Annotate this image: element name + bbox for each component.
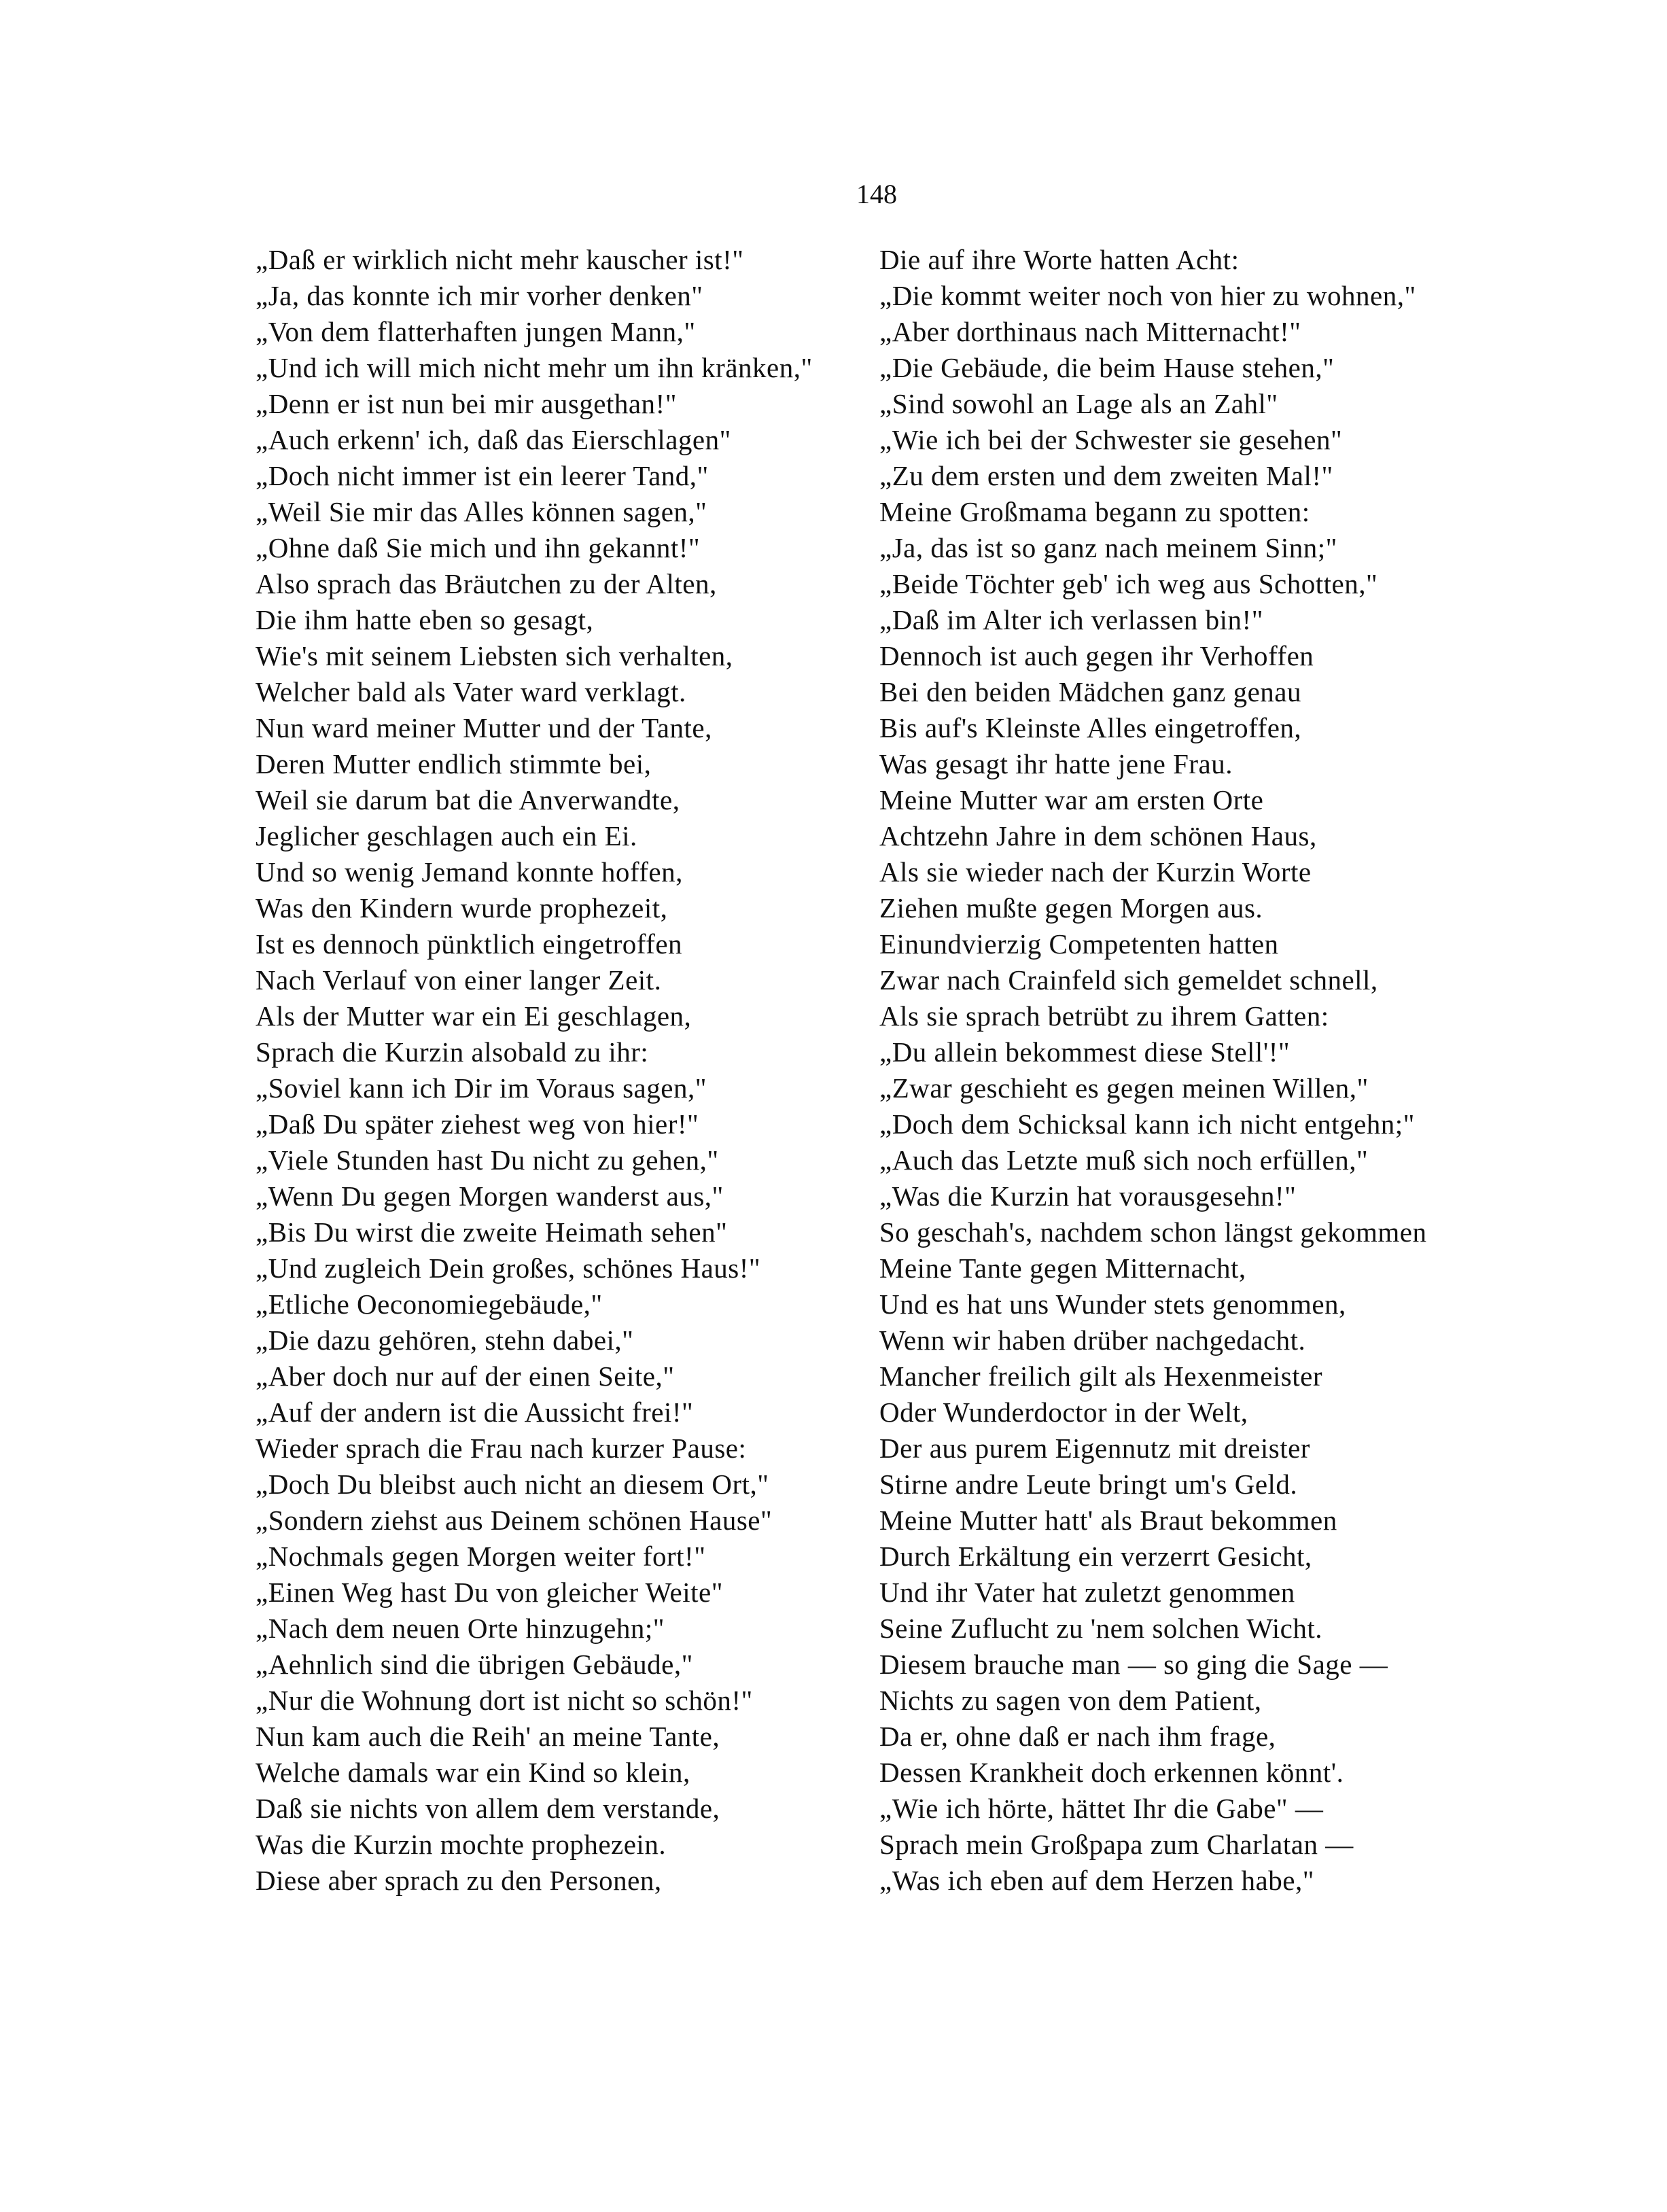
verse-line: Mancher freilich gilt als Hexenmeister <box>879 1360 1322 1392</box>
verse-line: „Aehnlich sind die übrigen Gebäude," <box>256 1649 693 1680</box>
verse-line: Und ihr Vater hat zuletzt genommen <box>879 1577 1295 1608</box>
verse-line: „Bis Du wirst die zweite Heimath sehen" <box>256 1216 728 1248</box>
verse-line: „Nur die Wohnung dort ist nicht so schön!" <box>256 1685 753 1716</box>
left-column <box>256 242 854 1899</box>
verse-line: „Weil Sie mir das Alles können sagen," <box>256 496 707 527</box>
verse-line: So geschah's, nachdem schon längst gekommen <box>879 1216 1427 1248</box>
verse-line: „Die dazu gehören, stehn dabei," <box>256 1324 634 1356</box>
verse-line: „Wie ich hörte, hättet Ihr die Gabe" — <box>879 1793 1324 1824</box>
verse-line: Meine Mutter war am ersten Orte <box>879 784 1264 815</box>
verse-line: Als der Mutter war ein Ei geschlagen, <box>256 1000 692 1032</box>
verse-line: Welche damals war ein Kind so klein, <box>256 1757 690 1788</box>
verse-line: Jeglicher geschlagen auch ein Ei. <box>256 820 637 852</box>
verse-line: Nichts zu sagen von dem Patient, <box>879 1685 1262 1716</box>
verse-line: Und so wenig Jemand konnte hoffen, <box>256 856 683 888</box>
verse-line: Der aus purem Eigennutz mit dreister <box>879 1433 1310 1464</box>
verse-line: Sprach mein Großpapa zum Charlatan — <box>879 1829 1354 1860</box>
verse-line: „Du allein bekommest diese Stell'!" <box>879 1036 1291 1068</box>
verse-line: Als sie sprach betrübt zu ihrem Gatten: <box>879 1000 1329 1032</box>
verse-line: „Doch dem Schicksal kann ich nicht entgehn;" <box>879 1108 1415 1140</box>
verse-line: Und es hat uns Wunder stets genommen, <box>879 1288 1346 1320</box>
verse-line: „Was ich eben auf dem Herzen habe," <box>879 1865 1314 1896</box>
verse-line: „Und ich will mich nicht mehr um ihn kränken," <box>256 352 813 383</box>
verse-line: Meine Großmama begann zu spotten: <box>879 496 1310 527</box>
verse-line: „Von dem flatterhaften jungen Mann," <box>256 316 696 347</box>
verse-line: Bei den beiden Mädchen ganz genau <box>879 676 1302 707</box>
verse-line: „Wie ich bei der Schwester sie gesehen" <box>879 424 1343 455</box>
verse-line: „Viele Stunden hast Du nicht zu gehen," <box>256 1144 719 1176</box>
verse-line: „Doch Du bleibst auch nicht an diesem Ort," <box>256 1469 769 1500</box>
verse-line: Achtzehn Jahre in dem schönen Haus, <box>879 820 1317 852</box>
verse-line: „Auch erkenn' ich, daß das Eierschlagen" <box>256 424 731 455</box>
verse-line: Diesem brauche man — so ging die Sage — <box>879 1649 1388 1680</box>
verse-line: Sprach die Kurzin alsobald zu ihr: <box>256 1036 649 1068</box>
verse-line: „Sind sowohl an Lage als an Zahl" <box>879 388 1278 419</box>
verse-line: „Daß im Alter ich verlassen bin!" <box>879 604 1263 635</box>
verse-line: Wie's mit seinem Liebsten sich verhalten, <box>256 640 733 671</box>
verse-line: Weil sie darum bat die Anverwandte, <box>256 784 680 815</box>
verse-line: Dennoch ist auch gegen ihr Verhoffen <box>879 640 1314 671</box>
verse-line: Wenn wir haben drüber nachgedacht. <box>879 1324 1306 1356</box>
verse-line: Ist es dennoch pünktlich eingetroffen <box>256 928 683 960</box>
verse-line: Dessen Krankheit doch erkennen könnt'. <box>879 1757 1344 1788</box>
verse-line: „Soviel kann ich Dir im Voraus sagen," <box>256 1072 707 1104</box>
verse-line: Deren Mutter endlich stimmte bei, <box>256 748 652 779</box>
verse-line: „Daß Du später ziehest weg von hier!" <box>256 1108 699 1140</box>
verse-line: „Ja, das konnte ich mir vorher denken" <box>256 280 703 311</box>
verse-line: „Denn er ist nun bei mir ausgethan!" <box>256 388 677 419</box>
verse-line: Wieder sprach die Frau nach kurzer Pause: <box>256 1433 747 1464</box>
verse-line: Also sprach das Bräutchen zu der Alten, <box>256 568 717 599</box>
verse-line: Da er, ohne daß er nach ihm frage, <box>879 1721 1276 1752</box>
verse-line: Diese aber sprach zu den Personen, <box>256 1865 662 1896</box>
verse-line: „Aber dorthinaus nach Mitternacht!" <box>879 316 1301 347</box>
verse-line: „Daß er wirklich nicht mehr kauscher ist!" <box>256 244 744 275</box>
verse-line: Daß sie nichts von allem dem verstande, <box>256 1793 720 1824</box>
verse-line: Als sie wieder nach der Kurzin Worte <box>879 856 1312 888</box>
verse-line: „Ja, das ist so ganz nach meinem Sinn;" <box>879 532 1337 563</box>
right-column <box>879 242 1491 1899</box>
verse-line: „Einen Weg hast Du von gleicher Weite" <box>256 1577 723 1608</box>
verse-line: Nach Verlauf von einer langer Zeit. <box>256 964 662 996</box>
verse-line: Nun ward meiner Mutter und der Tante, <box>256 712 712 743</box>
verse-line: Welcher bald als Vater ward verklagt. <box>256 676 686 707</box>
verse-line: Stirne andre Leute bringt um's Geld. <box>879 1469 1298 1500</box>
verse-line: „Zu dem ersten und dem zweiten Mal!" <box>879 460 1333 491</box>
verse-line: Nun kam auch die Reih' an meine Tante, <box>256 1721 720 1752</box>
verse-line: „Und zugleich Dein großes, schönes Haus!" <box>256 1252 761 1284</box>
verse-line: „Beide Töchter geb' ich weg aus Schotten," <box>879 568 1378 599</box>
verse-line: Oder Wunderdoctor in der Welt, <box>879 1397 1248 1428</box>
verse-line: Was den Kindern wurde prophezeit, <box>256 892 668 924</box>
verse-line: Die ihm hatte eben so gesagt, <box>256 604 594 635</box>
verse-line: Was gesagt ihr hatte jene Frau. <box>879 748 1233 779</box>
verse-line: „Nach dem neuen Orte hinzugehn;" <box>256 1613 665 1644</box>
verse-line: Ziehen mußte gegen Morgen aus. <box>879 892 1263 924</box>
verse-line: Einundvierzig Competenten hatten <box>879 928 1279 960</box>
verse-line: „Auch das Letzte muß sich noch erfüllen," <box>879 1144 1369 1176</box>
verse-line: Seine Zuflucht zu 'nem solchen Wicht. <box>879 1613 1322 1644</box>
verse-line: Zwar nach Crainfeld sich gemeldet schnell, <box>879 964 1378 996</box>
verse-line: „Wenn Du gegen Morgen wanderst aus," <box>256 1180 724 1212</box>
verse-line: „Zwar geschieht es gegen meinen Willen," <box>879 1072 1369 1104</box>
verse-line: „Sondern ziehst aus Deinem schönen Hause" <box>256 1505 773 1536</box>
verse-line: Durch Erkältung ein verzerrt Gesicht, <box>879 1541 1312 1572</box>
verse-line: Bis auf's Kleinste Alles eingetroffen, <box>879 712 1302 743</box>
verse-line: Die auf ihre Worte hatten Acht: <box>879 244 1240 275</box>
verse-line: Meine Tante gegen Mitternacht, <box>879 1252 1246 1284</box>
verse-line: „Die kommt weiter noch von hier zu wohnen," <box>879 280 1416 311</box>
verse-line: Was die Kurzin mochte prophezein. <box>256 1829 667 1860</box>
verse-line: „Aber doch nur auf der einen Seite," <box>256 1360 675 1392</box>
verse-line: „Nochmals gegen Morgen weiter fort!" <box>256 1541 706 1572</box>
verse-line: „Etliche Oeconomiegebäude," <box>256 1288 603 1320</box>
verse-line: „Doch nicht immer ist ein leerer Tand," <box>256 460 709 491</box>
page-number: 148 <box>856 179 897 209</box>
verse-line: „Auf der andern ist die Aussicht frei!" <box>256 1397 694 1428</box>
verse-line: „Die Gebäude, die beim Hause stehen," <box>879 352 1335 383</box>
verse-line: Meine Mutter hatt' als Braut bekommen <box>879 1505 1337 1536</box>
verse-line: „Was die Kurzin hat vorausgesehn!" <box>879 1180 1297 1212</box>
verse-line: „Ohne daß Sie mich und ihn gekannt!" <box>256 532 701 563</box>
